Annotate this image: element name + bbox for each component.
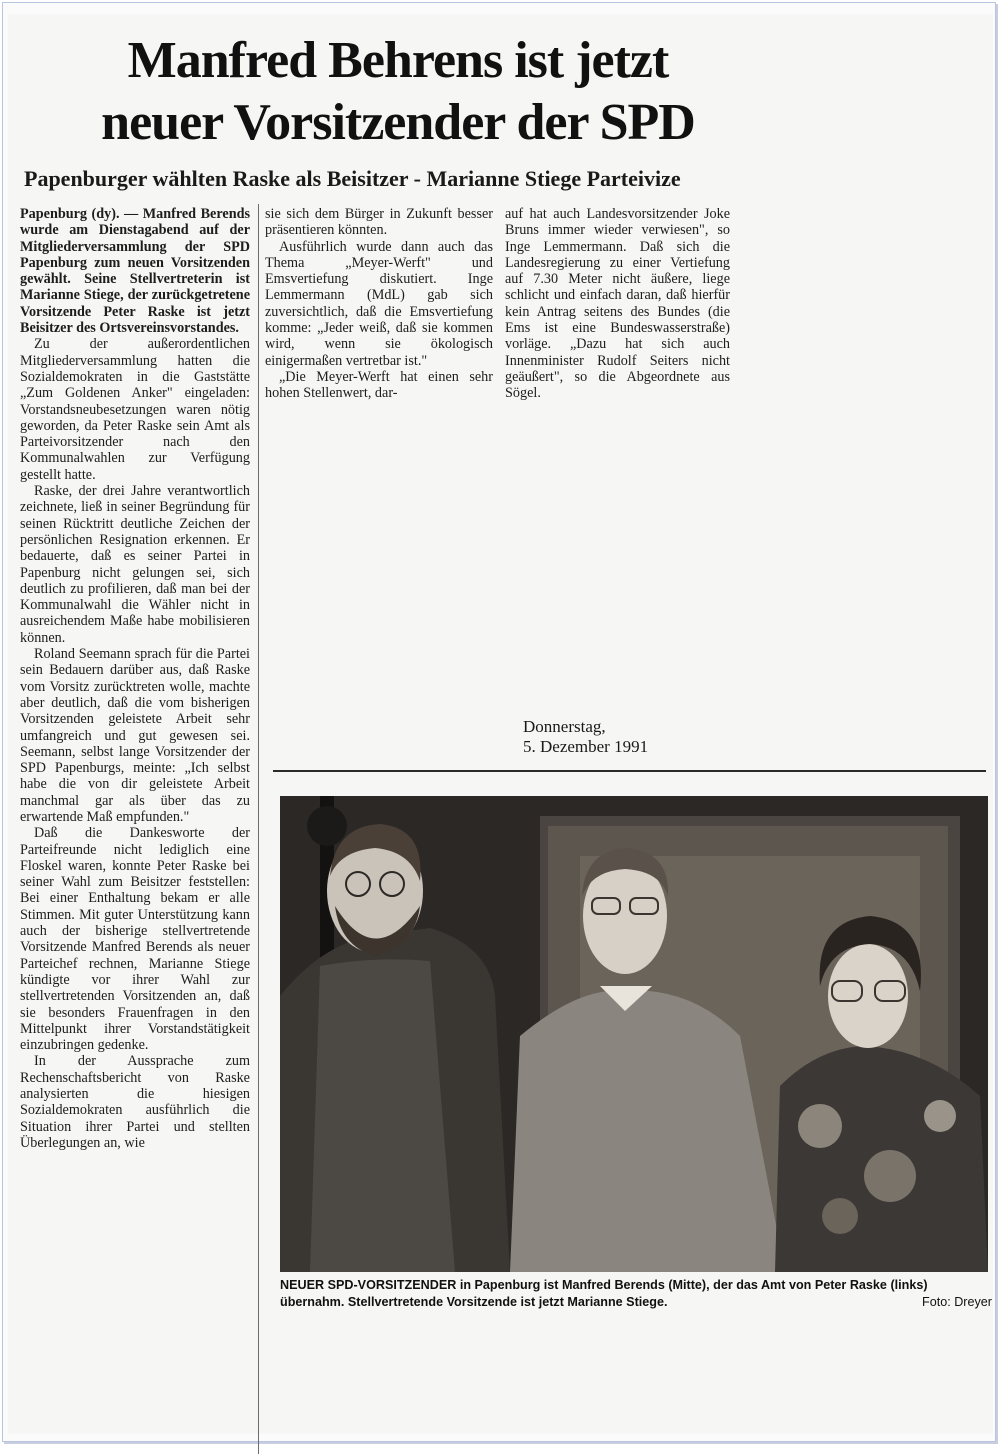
paragraph: Roland Seemann sprach für die Partei sein Bedauern darüber aus, daß Raske vom Vorsitz zurücktreten wolle, machte aber deutlich, daß die vom bisherigen Vorsitzenden geleistete Arbeit sehr umfangreich und gut gewesen sei. Seemann, selbst lange Vorsitzender der SPD Papenburgs, meinte: „Ich selbst habe die von dir geleistete Arbeit manchmal gar als über das zu erwartende Maß empfunden.": [20, 646, 250, 825]
newspaper-clipping: [8, 14, 993, 1434]
headline: [38, 30, 758, 154]
date-full: 5. Dezember 1991: [523, 737, 649, 756]
horizontal-rule: [273, 770, 986, 772]
date-weekday: Donnerstag,: [523, 717, 606, 736]
photo-caption: [280, 1277, 992, 1311]
headline-line-1: Manfred Behrens ist jetzt: [127, 32, 669, 89]
photo-credit: Foto: Dreyer: [922, 1295, 992, 1309]
paragraph: sie sich dem Bürger in Zukunft besser präsentieren könnten.: [265, 206, 493, 239]
article-photo: [280, 796, 988, 1272]
paragraph: „Die Meyer-Werft hat einen sehr hohen Stellenwert, dar-: [265, 368, 493, 402]
column-divider: [258, 204, 259, 1454]
caption-text: NEUER SPD-VORSITZENDER in Papenburg ist Manfred Berends (Mitte), der das Amt von Peter Raske (links) übernahm. Stellvertretende Vorsitzende ist jetzt Marianne Stiege.: [280, 1278, 928, 1309]
column-2: [265, 206, 493, 402]
paragraph: Ausführlich wurde dann auch das Thema „Meyer-Werft" und Emsvertiefung diskutiert. Inge Lemmermann (MdL) gab sich zuversichtlich, daß die Emsvertiefung komme: „Jeder weiß, daß sie kommen wird, wenn sie ökologisch einigermaßen vertretbar ist.": [265, 238, 493, 369]
paragraph: auf hat auch Landesvorsitzender Joke Bruns immer wieder verwiesen", so Inge Lemmermann. Daß sich die Landesregierung zu einer Vertiefung auf 7.30 Meter nicht äußere, liege schlicht und einfach daran, daß hierfür kein Antrag seitens des Bundes (die Ems ist eine Bundeswasserstraße) vorläge. „Dazu hat sich auch Innenminister Rudolf Seiters nicht geäußert", so die Abgeordnete aus Sögel.: [505, 206, 730, 402]
paragraph: Daß die Dankesworte der Parteifreunde nicht lediglich eine Floskel waren, konnte Peter Raske bei seiner Wahl zum Beisitzer feststellen: Bei einer Enthaltung bekam er alle Stimmen. Mit guter Unterstützung kann auch der bisherige stellvertretende Vorsitzende Manfred Berends als neuer Parteichef rechnen, Marianne Stiege kündigte vor ihrer Wahl zur stellvertretenden Vorsitzenden an, daß sie besonders Frauenfragen in den Mittelpunkt ihrer Vorstandstätigkeit einzubringen gedenke.: [20, 825, 250, 1054]
publication-date: [523, 717, 648, 757]
column-1: [20, 206, 250, 1151]
subheadline: Papenburger wählten Raske als Beisitzer - Marianne Stiege Parteivize: [24, 166, 681, 191]
paragraph: Zu der außerordentlichen Mitgliederversammlung hatten die Sozialdemokraten in die Gaststätte „Zum Goldenen Anker" eingeladen: Vorstandsneubesetzungen waren nötig geworden, da Peter Raske sein Amt als Parteivorsitzender nach den Kommunalwahlen zur Verfügung gestellt hatte.: [20, 336, 250, 483]
photo-illustration: [280, 796, 988, 1272]
headline-line-2: neuer Vorsitzender der SPD: [101, 94, 695, 151]
lead-paragraph: Papenburg (dy). — Manfred Berends wurde am Dienstagabend auf der Mitgliederversammlung der SPD Papenburg zum neuen Vorsitzenden gewählt. Seine Stellvertreterin ist Marianne Stiege, der zurückgetretene Vorsitzende Peter Raske ist jetzt Beisitzer des Ortsvereinsvorstandes.: [20, 206, 250, 337]
column-3: [505, 206, 730, 402]
paragraph: Raske, der drei Jahre verantwortlich zeichnete, ließ in seiner Begründung für seinen Rücktritt deutliche Zeichen der persönlichen Resignation erkennen. Er bedauerte, daß es seiner Partei in Papenburg nicht gelungen sei, sich deutlich zu profilieren, daß man bei der Kommunalwahl die Wähler nicht in ausreichendem Maße habe mobilisieren können.: [20, 483, 250, 646]
paragraph: In der Aussprache zum Rechenschaftsbericht von Raske analysierten die hiesigen Sozialdemokraten ausführlich die Situation ihrer Partei und stellten Überlegungen an, wie: [20, 1053, 250, 1151]
